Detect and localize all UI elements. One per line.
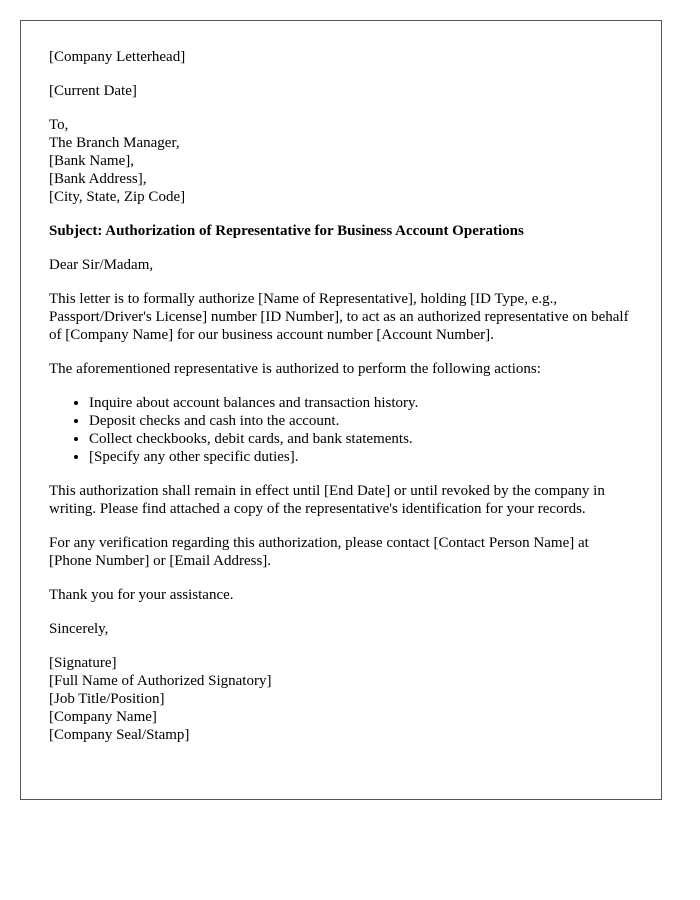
- list-item: • Inquire about account balances and transaction history.: [89, 394, 633, 412]
- recipient-city-state-zip: [City, State, Zip Code]: [49, 189, 186, 205]
- thanks-paragraph: Thank you for your assistance.: [49, 587, 234, 603]
- actions-intro-paragraph: The aforementioned representative is authorized to perform the following actions:: [49, 361, 541, 377]
- authorized-actions-list: [49, 394, 633, 466]
- letter-document: [20, 20, 662, 800]
- list-item: • Deposit checks and cash into the account.: [89, 412, 633, 430]
- company-seal-placeholder: [Company Seal/Stamp]: [49, 727, 190, 743]
- recipient-address: [49, 116, 633, 206]
- recipient-bank-address: [Bank Address],: [49, 171, 147, 187]
- closing: Sincerely,: [49, 621, 109, 637]
- list-item: • [Specify any other specific duties].: [89, 448, 633, 466]
- salutation: Dear Sir/Madam,: [49, 257, 154, 273]
- company-letterhead: [Company Letterhead]: [49, 49, 186, 65]
- verification-paragraph: For any verification regarding this authorization, please contact [Contact Person Name] at [Phone Number] or [Email Address].: [49, 535, 589, 569]
- subject-line: Subject: Authorization of Representative for Business Account Operations: [49, 223, 524, 239]
- signatory-full-name: [Full Name of Authorized Signatory]: [49, 673, 272, 689]
- signature-placeholder: [Signature]: [49, 655, 117, 671]
- signatory-company-name: [Company Name]: [49, 709, 157, 725]
- recipient-bank-name: [Bank Name],: [49, 153, 134, 169]
- signature-block: [49, 654, 633, 744]
- signatory-job-title: [Job Title/Position]: [49, 691, 165, 707]
- validity-paragraph: This authorization shall remain in effect until [End Date] or until revoked by the company in writing. Please find attached a copy of the representative's identification for your records.: [49, 483, 605, 517]
- intro-paragraph: This letter is to formally authorize [Name of Representative], holding [ID Type, e.g., Passport/Driver's License] number [ID Number], to act as an authorized representative on behalf of [Company Name] for our business account number [Account Number].: [49, 291, 629, 343]
- current-date: [Current Date]: [49, 83, 137, 99]
- list-item: • Collect checkbooks, debit cards, and bank statements.: [89, 430, 633, 448]
- recipient-title: The Branch Manager,: [49, 135, 180, 151]
- recipient-to: To,: [49, 117, 69, 133]
